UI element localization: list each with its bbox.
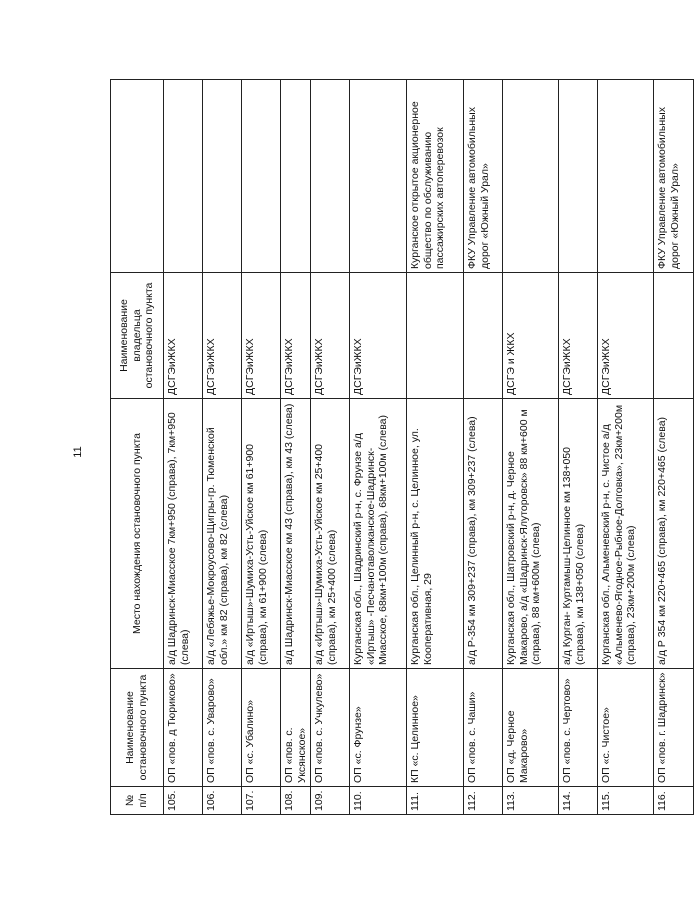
table-row	[242, 80, 281, 815]
cell-owner: ДСГЭиЖКХ	[242, 273, 281, 399]
cell-num: 107.	[242, 787, 281, 815]
cell-num: 105.	[164, 787, 203, 815]
table-header-row	[111, 80, 164, 815]
cell-extra: ФКУ Управление автомобильных дорог «Южный Урал»	[654, 80, 694, 273]
table-row	[407, 80, 464, 815]
cell-extra	[281, 80, 311, 273]
cell-extra	[598, 80, 654, 273]
cell-owner: ДСГЭиЖКХ	[350, 273, 407, 399]
cell-num: 114.	[559, 787, 598, 815]
cell-owner: ДСГЭиЖКХ	[164, 273, 203, 399]
cell-location: а/д «Иртыш»-Шумиха-Усть-Уйское км 61+900 (справа), км 61+900 (слева)	[242, 399, 281, 669]
cell-extra	[311, 80, 350, 273]
cell-location: а/д Шадринск-Миасское км 43 (справа), км 43 (слева)	[281, 399, 311, 669]
cell-extra	[242, 80, 281, 273]
rotated-page	[110, 80, 681, 815]
cell-location: а/д «Лебяжье-Мокроусово-Щигры-гр. Тюменской обл.» км 82 (справа), км 82 (слева)	[203, 399, 242, 669]
table-row	[559, 80, 598, 815]
cell-name: ОП «пов. с. Учкулево»	[311, 669, 350, 787]
cell-location: а/д «Иртыш»-Шумиха-Усть-Уйское км 25+400 (справа), км 25+400 (слева)	[311, 399, 350, 669]
cell-extra	[350, 80, 407, 273]
cell-extra	[164, 80, 203, 273]
cell-name: ОП «пов. с. Чертово»	[559, 669, 598, 787]
cell-owner	[407, 273, 464, 399]
bus-stops-table	[110, 79, 694, 815]
cell-location: Курганская обл., Альменевский р-н, с. Чистое а/д «Альменево-Ягодное-Рыбное-Долговка», 23км+200м (справа), 23км+200м (слева)	[598, 399, 654, 669]
cell-name: ОП «пов. с. Уксянское»	[281, 669, 311, 787]
header-num: № п/п	[111, 787, 164, 815]
table-row	[654, 80, 694, 815]
cell-extra	[203, 80, 242, 273]
cell-name: ОП «д. Черное Макарово»	[503, 669, 559, 787]
cell-owner: ДСГЭ и ЖКХ	[503, 273, 559, 399]
table-row	[350, 80, 407, 815]
cell-extra	[559, 80, 598, 273]
cell-num: 112.	[464, 787, 503, 815]
table-row	[203, 80, 242, 815]
cell-name: КП «с. Целинное»	[407, 669, 464, 787]
cell-name: ОП «с. Убалино»	[242, 669, 281, 787]
table-row	[311, 80, 350, 815]
cell-name: ОП «пов. с. Чаши»	[464, 669, 503, 787]
cell-name: ОП «пов. с. Уварово»	[203, 669, 242, 787]
cell-extra: ФКУ Управление автомобильных дорог «Южный Урал»	[464, 80, 503, 273]
cell-name: ОП «пов. г. Шадринск»	[654, 669, 694, 787]
cell-location: а/д Курган- Куртамыш-Целинное км 138+050 (справа), км 138+050 (слева)	[559, 399, 598, 669]
cell-name: ОП «пов. д Тюриково»	[164, 669, 203, 787]
cell-owner	[654, 273, 694, 399]
cell-owner: ДСГЭиЖКХ	[281, 273, 311, 399]
cell-location: а/д Шадринск-Миасское 7км+950 (справа), 7км+950 (слева)	[164, 399, 203, 669]
header-extra	[111, 80, 164, 273]
cell-num: 115.	[598, 787, 654, 815]
page-number: 11	[72, 446, 84, 458]
cell-owner: ДСГЭиЖКХ	[203, 273, 242, 399]
cell-location: Курганская обл., Целинный р-н, с. Целинное, ул. Кооперативная, 29	[407, 399, 464, 669]
cell-num: 111.	[407, 787, 464, 815]
table-row	[503, 80, 559, 815]
header-name: Наименование остановочного пункта	[111, 669, 164, 787]
cell-owner: ДСГЭиЖКХ	[311, 273, 350, 399]
cell-name: ОП «с. Чистое»	[598, 669, 654, 787]
header-owner: Наименование владельца остановочного пункта	[111, 273, 164, 399]
cell-location: Курганская обл., Шадринский р-н, с. Фрунзе а/д «Иртыш» -Песчанотаволжанское-Шадринск-Миасское, 68км+100м (справа), 68км+100м (слева)	[350, 399, 407, 669]
cell-num: 109.	[311, 787, 350, 815]
header-location: Место нахождения остановочного пункта	[111, 399, 164, 669]
table-row	[598, 80, 654, 815]
cell-location: а/д Р-354 км 309+237 (справа), км 309+237 (слева)	[464, 399, 503, 669]
cell-extra	[503, 80, 559, 273]
cell-num: 110.	[350, 787, 407, 815]
cell-name: ОП «с. Фрунзе»	[350, 669, 407, 787]
cell-owner: ДСГЭиЖКХ	[559, 273, 598, 399]
cell-num: 116.	[654, 787, 694, 815]
table-row	[464, 80, 503, 815]
cell-num: 108.	[281, 787, 311, 815]
cell-num: 113.	[503, 787, 559, 815]
cell-num: 106.	[203, 787, 242, 815]
cell-location: Курганская обл., Шатровский р-н, д. Черное Макарово, а/д «Шадринск-Ялуторовск» 88 км+600 м (справа), 88 км+600м (слева)	[503, 399, 559, 669]
table-row	[281, 80, 311, 815]
cell-location: а/д Р 354 км 220+465 (справа), км 220+465 (слева)	[654, 399, 694, 669]
table-row	[164, 80, 203, 815]
cell-extra: Курганское открытое акционерное общество по обслуживанию пассажирских автоперевозок	[407, 80, 464, 273]
cell-owner	[464, 273, 503, 399]
cell-owner: ДСГЭиЖКХ	[598, 273, 654, 399]
